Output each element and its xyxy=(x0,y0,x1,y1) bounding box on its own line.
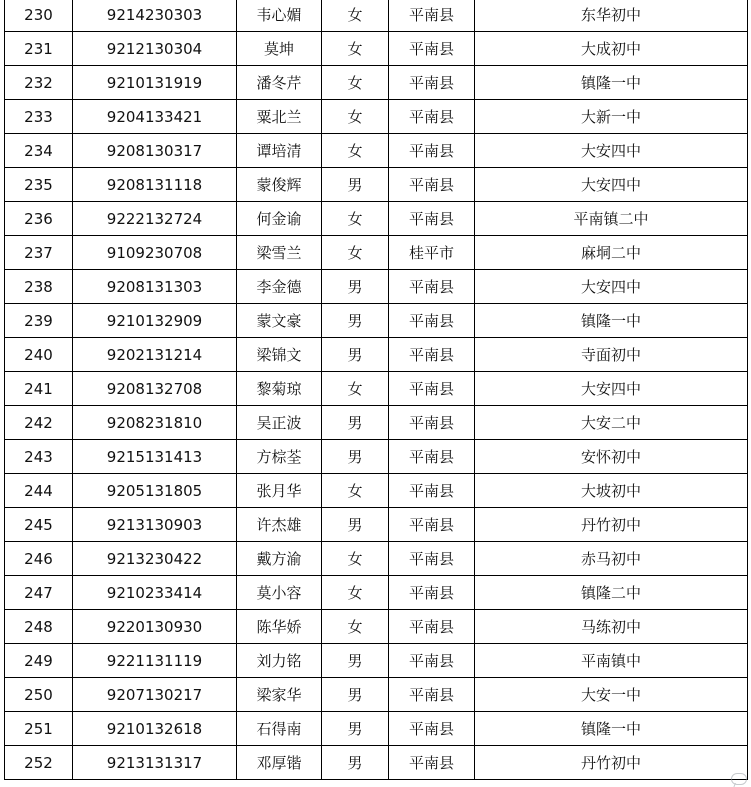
cell-exam-id: 9208132708 xyxy=(73,372,237,406)
cell-county: 平南县 xyxy=(389,576,475,610)
table-row xyxy=(5,372,748,406)
table-row xyxy=(5,304,748,338)
table-row xyxy=(5,542,748,576)
cell-sex: 女 xyxy=(322,610,389,644)
cell-number: 235 xyxy=(5,168,73,202)
cell-number: 249 xyxy=(5,644,73,678)
cell-exam-id: 9210132618 xyxy=(73,712,237,746)
cell-number: 234 xyxy=(5,134,73,168)
cell-school: 大安四中 xyxy=(475,168,748,202)
cell-name: 梁家华 xyxy=(237,678,322,712)
cell-sex: 男 xyxy=(322,508,389,542)
cell-sex: 女 xyxy=(322,134,389,168)
cell-number: 246 xyxy=(5,542,73,576)
cell-name: 莫坤 xyxy=(237,32,322,66)
cell-exam-id: 9222132724 xyxy=(73,202,237,236)
cell-school: 大新一中 xyxy=(475,100,748,134)
cell-county: 平南县 xyxy=(389,304,475,338)
cell-county: 平南县 xyxy=(389,508,475,542)
cell-sex: 男 xyxy=(322,168,389,202)
cell-county: 平南县 xyxy=(389,746,475,780)
cell-county: 平南县 xyxy=(389,644,475,678)
cell-exam-id: 9214230303 xyxy=(73,0,237,32)
cell-number: 233 xyxy=(5,100,73,134)
cell-county: 桂平市 xyxy=(389,236,475,270)
table-row xyxy=(5,168,748,202)
cell-name: 蒙俊辉 xyxy=(237,168,322,202)
cell-exam-id: 9213230422 xyxy=(73,542,237,576)
cell-county: 平南县 xyxy=(389,542,475,576)
cell-name: 韦心媚 xyxy=(237,0,322,32)
cell-school: 丹竹初中 xyxy=(475,746,748,780)
cell-number: 240 xyxy=(5,338,73,372)
cell-name: 石得南 xyxy=(237,712,322,746)
table-row xyxy=(5,66,748,100)
cell-county: 平南县 xyxy=(389,270,475,304)
cell-number: 248 xyxy=(5,610,73,644)
table-row xyxy=(5,678,748,712)
cell-name: 吴正波 xyxy=(237,406,322,440)
cell-name: 张月华 xyxy=(237,474,322,508)
cell-school: 平南镇二中 xyxy=(475,202,748,236)
cell-exam-id: 9221131119 xyxy=(73,644,237,678)
cell-school: 镇隆二中 xyxy=(475,576,748,610)
cell-name: 邓厚锴 xyxy=(237,746,322,780)
cell-exam-id: 9210131919 xyxy=(73,66,237,100)
cell-county: 平南县 xyxy=(389,0,475,32)
cell-name: 李金德 xyxy=(237,270,322,304)
cell-sex: 男 xyxy=(322,406,389,440)
cell-county: 平南县 xyxy=(389,474,475,508)
table-row xyxy=(5,440,748,474)
cell-sex: 男 xyxy=(322,304,389,338)
cell-county: 平南县 xyxy=(389,100,475,134)
cell-exam-id: 9220130930 xyxy=(73,610,237,644)
table-row xyxy=(5,236,748,270)
student-table xyxy=(4,0,748,780)
table-row xyxy=(5,610,748,644)
cell-exam-id: 9204133421 xyxy=(73,100,237,134)
cell-name: 梁雪兰 xyxy=(237,236,322,270)
cell-sex: 男 xyxy=(322,270,389,304)
cell-number: 250 xyxy=(5,678,73,712)
cell-school: 赤马初中 xyxy=(475,542,748,576)
cell-number: 237 xyxy=(5,236,73,270)
table-row xyxy=(5,0,748,32)
cell-county: 平南县 xyxy=(389,338,475,372)
table-row xyxy=(5,134,748,168)
cell-exam-id: 9213130903 xyxy=(73,508,237,542)
student-table-body xyxy=(5,0,748,780)
cell-number: 236 xyxy=(5,202,73,236)
cell-number: 230 xyxy=(5,0,73,32)
cell-school: 大安四中 xyxy=(475,134,748,168)
cell-name: 许杰雄 xyxy=(237,508,322,542)
cell-school: 丹竹初中 xyxy=(475,508,748,542)
table-row xyxy=(5,508,748,542)
table-row xyxy=(5,474,748,508)
cell-number: 252 xyxy=(5,746,73,780)
cell-name: 戴方渝 xyxy=(237,542,322,576)
cell-name: 潘冬芹 xyxy=(237,66,322,100)
table-row xyxy=(5,712,748,746)
cell-number: 231 xyxy=(5,32,73,66)
cell-school: 麻垌二中 xyxy=(475,236,748,270)
cell-name: 莫小容 xyxy=(237,576,322,610)
cell-exam-id: 9213131317 xyxy=(73,746,237,780)
cell-exam-id: 9215131413 xyxy=(73,440,237,474)
cell-school: 大成初中 xyxy=(475,32,748,66)
table-row xyxy=(5,644,748,678)
cell-exam-id: 9210132909 xyxy=(73,304,237,338)
cell-school: 安怀初中 xyxy=(475,440,748,474)
cell-name: 何金谕 xyxy=(237,202,322,236)
cell-name: 粟北兰 xyxy=(237,100,322,134)
cell-exam-id: 9208130317 xyxy=(73,134,237,168)
cell-number: 247 xyxy=(5,576,73,610)
cell-sex: 女 xyxy=(322,372,389,406)
cell-sex: 男 xyxy=(322,644,389,678)
cell-sex: 女 xyxy=(322,0,389,32)
cell-name: 谭培清 xyxy=(237,134,322,168)
cell-school: 大坡初中 xyxy=(475,474,748,508)
cell-school: 镇隆一中 xyxy=(475,66,748,100)
cell-school: 东华初中 xyxy=(475,0,748,32)
cell-county: 平南县 xyxy=(389,440,475,474)
cell-name: 陈华娇 xyxy=(237,610,322,644)
cell-name: 蒙文豪 xyxy=(237,304,322,338)
cell-sex: 女 xyxy=(322,100,389,134)
cell-school: 镇隆一中 xyxy=(475,712,748,746)
table-row xyxy=(5,270,748,304)
cell-sex: 男 xyxy=(322,678,389,712)
cell-sex: 女 xyxy=(322,576,389,610)
cell-county: 平南县 xyxy=(389,202,475,236)
cell-number: 238 xyxy=(5,270,73,304)
cell-sex: 女 xyxy=(322,236,389,270)
cell-school: 平南镇中 xyxy=(475,644,748,678)
table-row xyxy=(5,406,748,440)
table-row xyxy=(5,32,748,66)
cell-number: 232 xyxy=(5,66,73,100)
cell-exam-id: 9109230708 xyxy=(73,236,237,270)
cell-county: 平南县 xyxy=(389,678,475,712)
cell-school: 马练初中 xyxy=(475,610,748,644)
cell-sex: 男 xyxy=(322,746,389,780)
cell-county: 平南县 xyxy=(389,32,475,66)
table-row xyxy=(5,338,748,372)
cell-number: 243 xyxy=(5,440,73,474)
cell-number: 242 xyxy=(5,406,73,440)
cell-school: 镇隆一中 xyxy=(475,304,748,338)
cell-county: 平南县 xyxy=(389,66,475,100)
cell-number: 251 xyxy=(5,712,73,746)
cell-county: 平南县 xyxy=(389,372,475,406)
cell-name: 黎菊琼 xyxy=(237,372,322,406)
cell-sex: 男 xyxy=(322,440,389,474)
cell-exam-id: 9212130304 xyxy=(73,32,237,66)
cell-exam-id: 9210233414 xyxy=(73,576,237,610)
table-row xyxy=(5,746,748,780)
cell-county: 平南县 xyxy=(389,712,475,746)
cell-exam-id: 9205131805 xyxy=(73,474,237,508)
cell-sex: 男 xyxy=(322,338,389,372)
cell-sex: 女 xyxy=(322,542,389,576)
cell-school: 大安二中 xyxy=(475,406,748,440)
cell-name: 梁锦文 xyxy=(237,338,322,372)
cell-sex: 女 xyxy=(322,474,389,508)
cell-name: 方棕荃 xyxy=(237,440,322,474)
cell-number: 244 xyxy=(5,474,73,508)
cell-school: 寺面初中 xyxy=(475,338,748,372)
cell-exam-id: 9208131303 xyxy=(73,270,237,304)
cell-county: 平南县 xyxy=(389,168,475,202)
table-row xyxy=(5,576,748,610)
table-row xyxy=(5,100,748,134)
table-row xyxy=(5,202,748,236)
cell-exam-id: 9202131214 xyxy=(73,338,237,372)
cell-number: 245 xyxy=(5,508,73,542)
cell-number: 239 xyxy=(5,304,73,338)
cell-exam-id: 9207130217 xyxy=(73,678,237,712)
cell-exam-id: 9208131118 xyxy=(73,168,237,202)
cell-sex: 女 xyxy=(322,66,389,100)
cell-name: 刘力铭 xyxy=(237,644,322,678)
cell-county: 平南县 xyxy=(389,406,475,440)
cell-school: 大安四中 xyxy=(475,270,748,304)
cell-school: 大安四中 xyxy=(475,372,748,406)
cell-sex: 男 xyxy=(322,712,389,746)
cell-sex: 女 xyxy=(322,32,389,66)
cell-school: 大安一中 xyxy=(475,678,748,712)
cell-county: 平南县 xyxy=(389,134,475,168)
cell-number: 241 xyxy=(5,372,73,406)
cell-sex: 女 xyxy=(322,202,389,236)
cell-exam-id: 9208231810 xyxy=(73,406,237,440)
cell-county: 平南县 xyxy=(389,610,475,644)
